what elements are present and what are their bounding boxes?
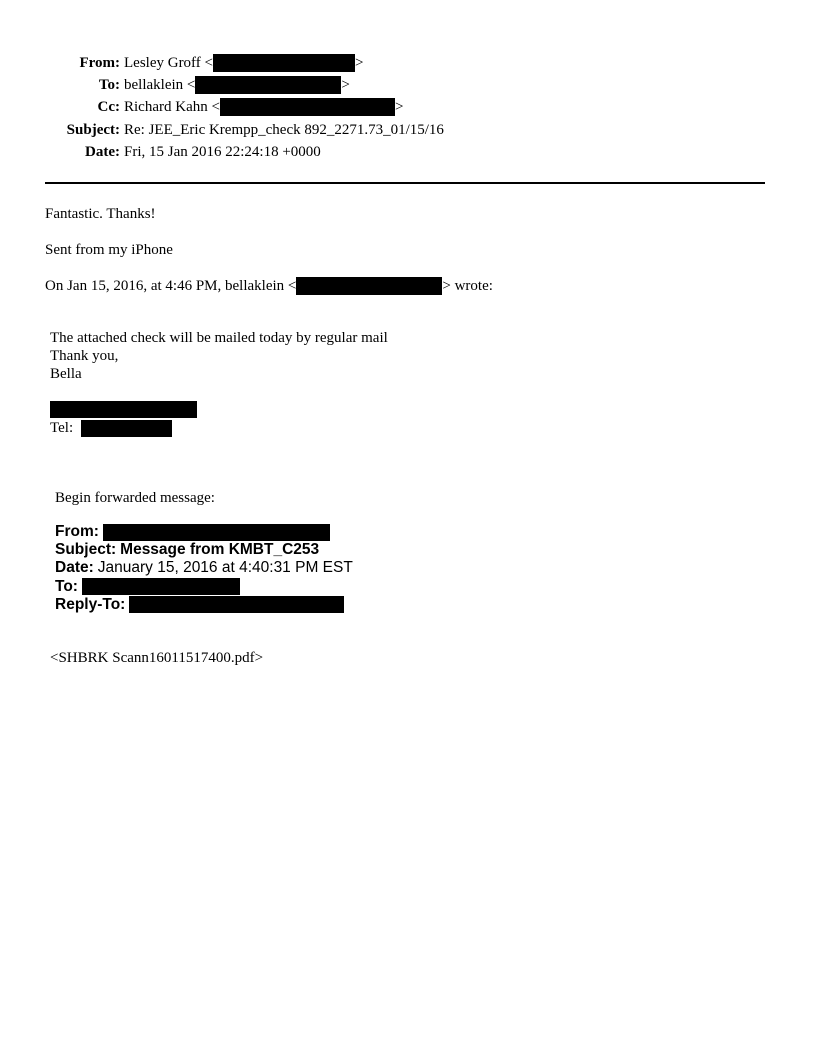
tel-label: Tel: (50, 420, 74, 436)
message-line-3: Bella (50, 366, 82, 382)
attachment-name: <SHBRK Scann16011517400.pdf> (50, 650, 264, 666)
body-line-thanks: Fantastic. Thanks! (45, 206, 156, 222)
to-label: To: (98, 77, 120, 94)
forwarded-header (55, 523, 353, 614)
close-bracket: > (355, 55, 364, 72)
forward-intro: Begin forwarded message: (55, 490, 215, 506)
redaction-box (129, 596, 344, 613)
header-divider (45, 182, 765, 184)
body-line-signature: Sent from my iPhone (45, 242, 173, 258)
to-value: bellaklein < (124, 77, 196, 94)
forwarded-subject-value: Message from KMBT_C253 (120, 541, 320, 559)
header-to-row (40, 74, 444, 96)
forwarded-date-row (55, 559, 353, 577)
from-label: From: (79, 55, 120, 71)
forwarded-subject-label: Subject: (55, 541, 117, 559)
forwarded-date-value: January 15, 2016 at 4:40:31 PM EST (97, 559, 353, 577)
forwarded-from-row (55, 523, 353, 541)
forwarded-to-label: To: (55, 577, 78, 595)
redaction-box (82, 578, 240, 595)
quote-intro (45, 277, 493, 295)
from-value: Lesley Groff < (124, 55, 213, 72)
forwarded-reply-to-row (55, 596, 353, 614)
subject-value: Re: JEE_Eric Krempp_check 892_2271.73_01/15/16 (124, 121, 444, 138)
cc-label: Cc: (97, 99, 120, 116)
forwarded-from-label: From: (55, 523, 99, 541)
forwarded-date-label: Date: (55, 559, 94, 577)
message-line-1: The attached check will be mailed today by regular mail (50, 330, 388, 346)
date-label: Date: (85, 143, 120, 160)
redaction-box (296, 277, 442, 295)
forwarded-to-row (55, 578, 353, 596)
date-value: Fri, 15 Jan 2016 22:24:18 +0000 (124, 143, 321, 160)
redaction-box (81, 420, 172, 437)
cc-value: Richard Kahn < (124, 99, 220, 116)
forwarded-subject-row (55, 541, 353, 559)
quote-intro-end: > wrote: (442, 278, 493, 294)
email-header (40, 52, 444, 163)
header-from-row (40, 52, 444, 74)
header-cc-row (40, 96, 444, 118)
close-bracket: > (341, 77, 350, 94)
quote-intro-start: On Jan 15, 2016, at 4:46 PM, bellaklein < (45, 278, 297, 294)
subject-label: Subject: (66, 121, 120, 138)
redaction-box (103, 524, 330, 541)
close-bracket: > (394, 99, 404, 116)
message-line-2: Thank you, (50, 348, 119, 364)
header-subject-row (40, 119, 444, 141)
forwarded-reply-to-label: Reply-To: (55, 595, 126, 613)
redaction-box (50, 401, 197, 418)
redaction-box (213, 54, 355, 72)
redaction-box (220, 98, 395, 116)
tel-line (50, 419, 172, 437)
redaction-box (195, 76, 341, 94)
header-date-row (40, 141, 444, 163)
